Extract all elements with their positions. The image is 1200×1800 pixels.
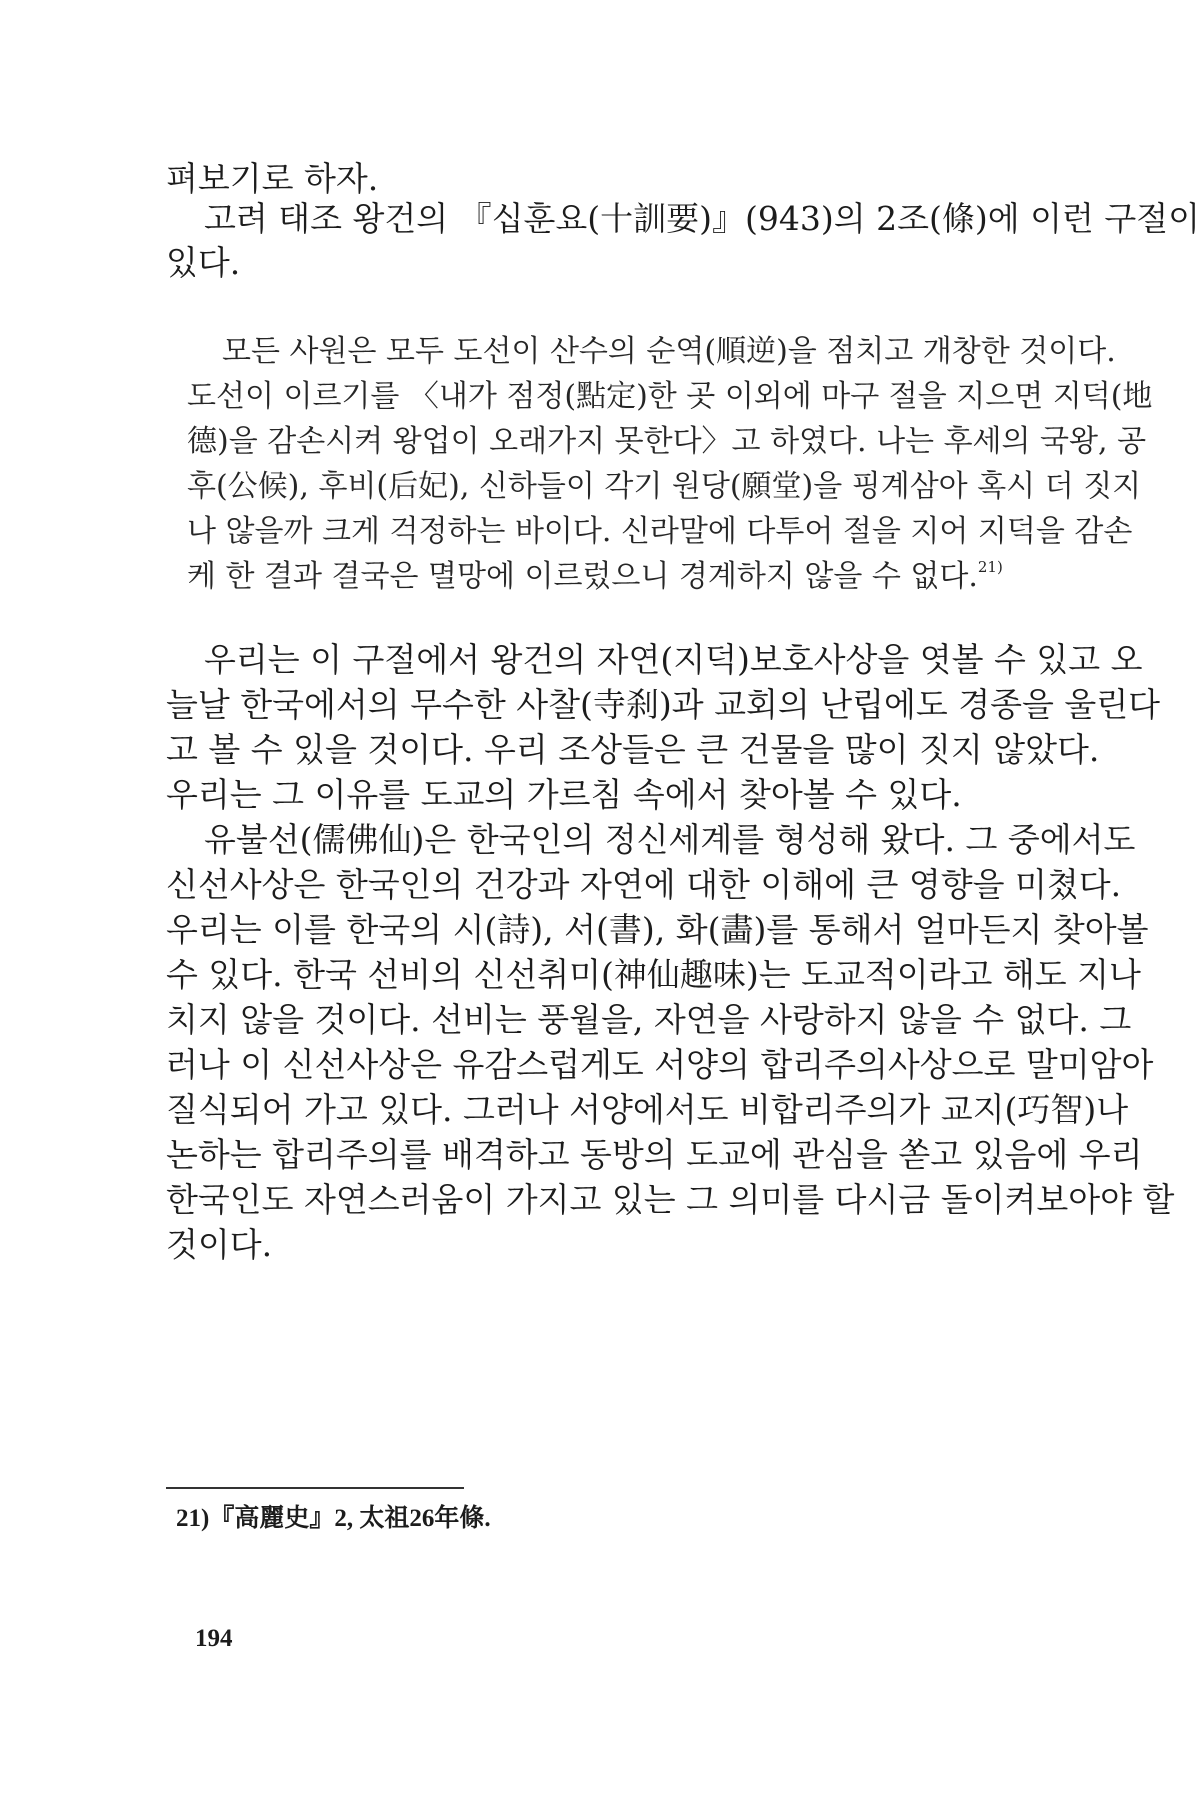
body-line: 늘날 한국에서의 무수한 사찰(寺刹)과 교회의 난립에도 경종을 울린다 [166, 685, 1161, 724]
body-line: 것이다. [166, 1225, 273, 1264]
body-line: 고 볼 수 있을 것이다. 우리 조상들은 큰 건물을 많이 짓지 않았다. [166, 730, 1100, 769]
body-line: 신선사상은 한국인의 건강과 자연에 대한 이해에 큰 영향을 미쳤다. [166, 865, 1122, 904]
body-line: 펴보기로 하자. [166, 159, 379, 198]
body-line: 우리는 이를 한국의 시(詩), 서(書), 화(畵)를 통해서 얼마든지 찾아볼 [166, 910, 1149, 949]
quote-line: 모든 사원은 모두 도선이 산수의 순역(順逆)을 점치고 개창한 것이다. [222, 334, 1116, 369]
footnote-divider [166, 1487, 464, 1489]
footnote: 21)『高麗史』2, 太祖26年條. [176, 1505, 491, 1532]
quote-line-last [187, 557, 1058, 597]
body-line: 치지 않을 것이다. 선비는 풍월을, 자연을 사랑하지 않을 수 없다. 그 [166, 1000, 1132, 1039]
quote-line: 도선이 이르기를 〈내가 점정(點定)한 곳 이외에 마구 절을 지으면 지덕(地 [187, 379, 1153, 414]
body-line: 유불선(儒佛仙)은 한국인의 정신세계를 형성해 왔다. 그 중에서도 [204, 820, 1136, 859]
quote-line: 후(公候), 후비(后妃), 신하들이 각기 원당(願堂)을 핑계삼아 혹시 더 짓지 [187, 469, 1142, 504]
body-line: 논하는 합리주의를 배격하고 동방의 도교에 관심을 쏟고 있음에 우리 [166, 1135, 1143, 1174]
body-line: 우리는 이 구절에서 왕건의 자연(지덕)보호사상을 엿볼 수 있고 오 [204, 640, 1143, 679]
body-line: 고려 태조 왕건의 『십훈요(十訓要)』(943)의 2조(條)에 이런 구절이 [204, 199, 1200, 238]
body-line: 러나 이 신선사상은 유감스럽게도 서양의 합리주의사상으로 말미암아 [166, 1045, 1154, 1084]
quote-line: 나 않을까 크게 걱정하는 바이다. 신라말에 다투어 절을 지어 지덕을 감손 [187, 514, 1133, 549]
quote-line-text: 케 한 결과 결국은 멸망에 이르렀으니 경계하지 않을 수 없다. [187, 559, 978, 594]
body-line: 한국인도 자연스러움이 가지고 있는 그 의미를 다시금 돌이켜보아야 할 [166, 1180, 1175, 1219]
quote-line: 德)을 감손시켜 왕업이 오래가지 못한다〉고 하였다. 나는 후세의 국왕, 공 [187, 424, 1147, 459]
body-line: 수 있다. 한국 선비의 신선취미(神仙趣味)는 도교적이라고 해도 지나 [166, 955, 1141, 994]
body-line: 우리는 그 이유를 도교의 가르침 속에서 찾아볼 수 있다. [166, 775, 962, 814]
body-line: 있다. [166, 243, 241, 282]
page-number: 194 [195, 1625, 233, 1652]
footnote-reference: 21) [977, 558, 1003, 576]
body-line: 질식되어 가고 있다. 그러나 서양에서도 비합리주의가 교지(巧智)나 [166, 1090, 1129, 1129]
